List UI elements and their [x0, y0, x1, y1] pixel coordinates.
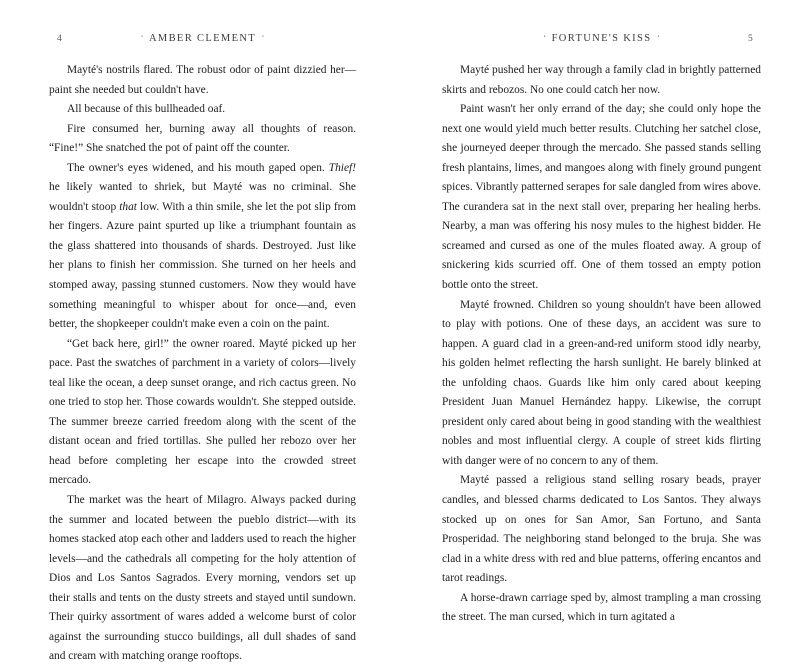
- paragraph: A horse-drawn carriage sped by, almost trampling a man crossing the street. The man cursed, which in turn agitated a: [442, 591, 761, 624]
- paragraph: The market was the heart of Milagro. Always packed during the summer and located between the pueblo district—with its homes stacked atop each other and ladders used to reach the higher levels—and the cathedrals all competing for the holy attention of Dios and Los Santos Sagrados. Every morning, vendors set up their stalls and tents on the dusty streets and stayed until sundown. Their quirky assortment of wares added a welcome burst of color against the surrounding stucco buildings, all dull shades of sand and cream with matching orange rooftops.: [49, 494, 356, 663]
- diamond-ornament-icon: •: [543, 34, 546, 41]
- body-text-recto: [442, 61, 761, 628]
- paragraph: Mayté pushed her way through a family clad in brightly patterned skirts and rebozos. No one could catch her now.: [442, 64, 761, 96]
- paragraph: Mayté passed a religious stand selling rosary beads, prayer candles, and blessed charms dedicated to Los Santos. They always stocked up on ones for San Amor, San Fortuno, and Santa Prosperidad. The neighboring stand belonged to the bruja. She was clad in a white dress with red and blue patterns, offering encantos and tarot readings.: [442, 474, 761, 585]
- page-number-verso: 4: [57, 34, 62, 44]
- paragraph: Mayté's nostrils flared. The robust odor of paint dizzied her—paint she needed but couldn't have.: [49, 64, 356, 96]
- diamond-ornament-icon: •: [657, 34, 660, 41]
- paragraph: Mayté frowned. Children so young shouldn't have been allowed to play with potions. One of these days, an accident was sure to happen. A guard clad in a green-and-red uniform stood idly nearby, his golden helmet reflecting the harsh sunlight. He barely blinked at the unfolding chaos. Guards like him only cared about keeping President Juan Manuel Hernández happy. Likewise, the corrupt president only cared about being in good standing with the wealthiest nobles and most influential clergy. A couple of street kids flirting with danger were of no concern to any of them.: [442, 298, 761, 467]
- author-name: AMBER CLEMENT: [148, 33, 257, 44]
- diamond-ornament-icon: •: [262, 34, 264, 41]
- paragraph: All because of this bullheaded oaf.: [67, 103, 226, 116]
- page-verso: [0, 0, 405, 663]
- page-recto: [405, 0, 810, 624]
- book-title: FORTUNE'S KISS: [551, 33, 652, 44]
- paragraph: Fire consumed her, burning away all thoughts of reason. “Fine!” She snatched the pot of paint off the counter.: [49, 122, 356, 155]
- paragraph: “Get back here, girl!” the owner roared. Mayté picked up her pace. Past the swatches of parchment in a variety of colors—lively teal like the ocean, a deep sunset orange, and rich cactus green. No one tried to stop her. Those cowards wouldn't. She stepped outside. The summer breeze carried freedom along with the scent of the distant ocean and fried tortillas. She pulled her rebozo over her head before completing her escape into the crowded street mercado.: [49, 337, 356, 487]
- paragraph: The owner's eyes widened, and his mouth gaped open. Thief! he likely wanted to shriek, but Mayté was no criminal. She wouldn't stoop that low. With a thin smile, she let the pot slip from her fingers. Azure paint spurted up like a triumphant fountain as the glass shattered into thousands of shards. Destroyed. Just like her plans to finish her commission. She turned on her heels and stomped away, passing stunned customers. Now they would have something meaningful to whisper about for once—and, even better, the shopkeeper couldn't make even a coin on the paint.: [49, 161, 356, 331]
- running-head-title-verso: [49, 33, 356, 44]
- paragraph: Paint wasn't her only errand of the day; she could only hope the next one would yield much better results. Clutching her satchel close, she journeyed deeper through the mercado. She passed stands selling fresh plantains, limes, and mangoes along with finely ground pungent spices. Vibrantly patterned serapes for sale dangled from wires above. The curandera sat in the next stall over, preparing her healing herbs. Nearby, a man was offering his nosy mules to the highest bidder. He screamed and cursed as one of the mules floated away. A group of snickering kids scurried off. One of them tossed an empty potion bottle onto the street.: [442, 103, 761, 292]
- running-head-verso: [49, 0, 356, 48]
- running-head-recto: [442, 0, 761, 48]
- diamond-ornament-icon: •: [141, 34, 143, 41]
- body-text-verso: [49, 61, 356, 667]
- running-head-title-recto: [442, 33, 761, 44]
- page-number-recto: 5: [748, 34, 753, 44]
